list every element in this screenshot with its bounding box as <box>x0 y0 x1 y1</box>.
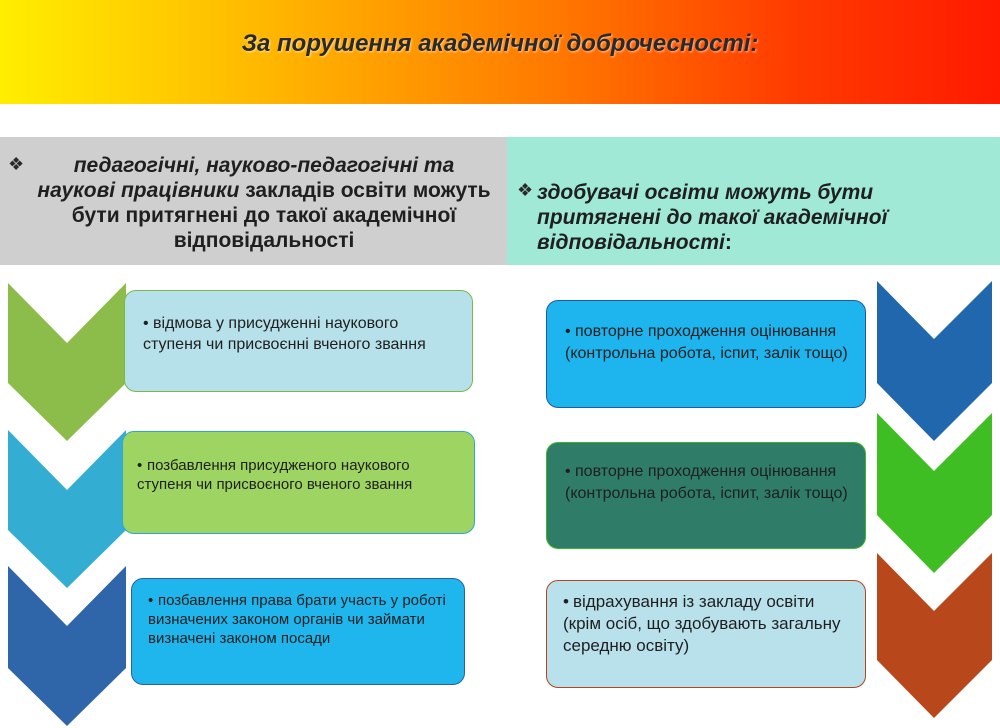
right-item-text-2: повторне проходження оцінювання (контрольна робота, іспит, залік тощо) <box>565 463 848 502</box>
diamond-bullet-icon: ❖ <box>8 154 25 174</box>
left-header <box>0 137 507 265</box>
right-item-box-3 <box>546 580 866 688</box>
left-header-rest: закладів освіти можуть бути притягнені до такої академічної відповідальності <box>71 179 491 252</box>
left-item-text-3: позбавлення права брати участь у роботі визначених законом органів чи займати визначені законом посади <box>148 592 446 647</box>
left-header-text <box>34 153 494 253</box>
left-item-text-1: відмова у присудженні наукового ступеня чи присвоєнні вченого звання <box>143 315 426 353</box>
right-chevron-3 <box>877 553 992 718</box>
right-header-rest: : <box>724 231 732 254</box>
diamond-bullet-icon: ❖ <box>517 180 534 200</box>
left-item-box-2 <box>122 431 475 534</box>
bullet-dot-icon: • <box>148 592 154 609</box>
right-item-box-2 <box>546 442 866 549</box>
left-item-box-1 <box>124 290 473 392</box>
left-chevron-3-shape <box>8 566 126 726</box>
left-chevron-1 <box>8 283 126 441</box>
bullet-dot-icon: • <box>565 323 571 340</box>
right-chevron-2-shape <box>877 413 992 573</box>
right-header-italic: здобувачі освіти можуть бути притягнені до такої академічної відповідальності <box>537 181 888 254</box>
left-item-text-2: позбавлення присудженого наукового ступеня чи присвоєного вченого звання <box>137 457 413 493</box>
right-item-text-1: повторне проходження оцінювання (контрольна робота, іспит, залік тощо) <box>565 323 848 362</box>
bullet-dot-icon: • <box>143 315 149 332</box>
bullet-dot-icon: • <box>137 457 143 474</box>
left-chevron-3 <box>8 566 126 726</box>
left-item-box-3 <box>131 578 465 685</box>
left-chevron-1-shape <box>8 283 126 441</box>
left-chevron-2 <box>8 430 126 588</box>
left-header-italic: педагогічні, науково-педагогічні та наукові працівники <box>37 154 455 202</box>
right-chevron-3-shape <box>877 553 992 718</box>
right-header <box>507 137 1000 265</box>
page-title: За порушення академічної доброчесності: <box>241 30 759 57</box>
bullet-dot-icon: • <box>565 463 571 480</box>
left-chevron-2-shape <box>8 430 126 588</box>
right-header-text <box>537 180 982 255</box>
bullet-dot-icon: • <box>563 592 569 611</box>
right-item-box-1 <box>546 300 866 408</box>
title-banner <box>0 0 1000 104</box>
right-item-text-3: відрахування із закладу освіти (крім осіб, що здобувають загальну середню освіту) <box>563 592 841 655</box>
right-chevron-2 <box>877 413 992 573</box>
